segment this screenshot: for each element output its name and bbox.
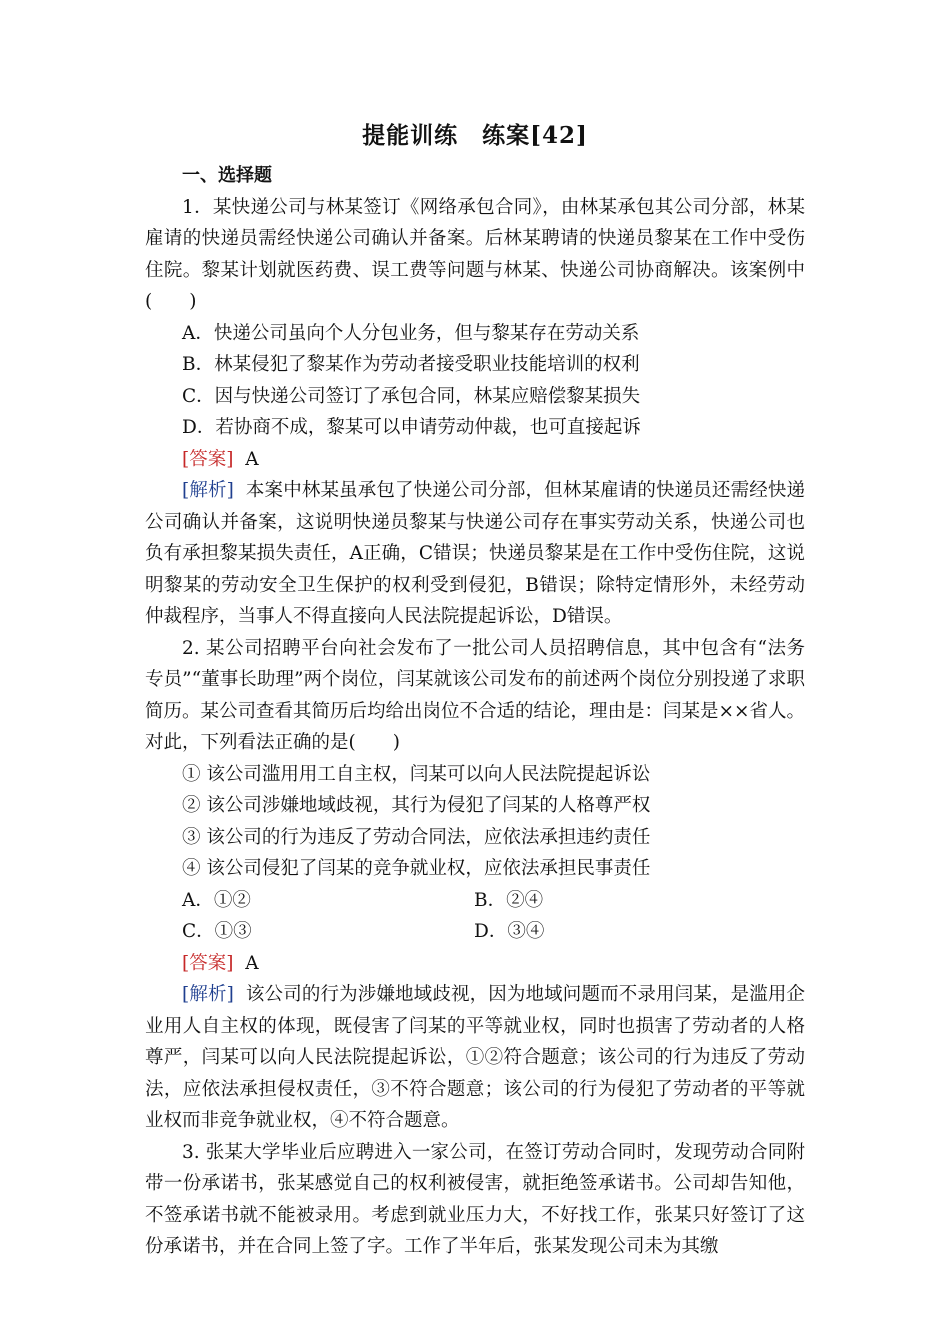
question-3-stem: 3. 张某大学毕业后应聘进入一家公司，在签订劳动合同时，发现劳动合同附带一份承诺书，张某感觉自己的权利被侵害，就拒绝签承诺书。公司却告知他，不签承诺书就不能被录用。考虑到就业压力大，不好找工作，张某只好签订了这份承诺书，并在合同上签了字。工作了半年后，张某发现公司未为其缴 (145, 1141, 805, 1257)
question-1-stem: 1．某快递公司与林某签订《网络承包合同》，由林某承包其公司分部，林某雇请的快递员需经快递公司确认并备案。后林某聘请的快递员黎某在工作中受伤住院。黎某计划就医药费、误工费等问题与林某、快递公司协商解决。该案例中( ) (145, 196, 805, 312)
analysis-tag: [解析] (182, 984, 234, 1005)
question-2-option-a: A．①② (182, 889, 251, 911)
question-2-options-row-1 (145, 885, 805, 917)
question-1-option-d: D．若协商不成，黎某可以申请劳动仲裁，也可直接起诉 (182, 417, 641, 438)
question-1-answer (145, 444, 805, 476)
section-heading: 一、选择题 (182, 165, 272, 186)
question-2-option-c: C．①③ (182, 921, 252, 942)
answer-tag: [答案] (182, 952, 234, 974)
analysis-tag: [解析] (182, 480, 234, 501)
answer-tag: [答案] (182, 448, 234, 470)
analysis-text: 该公司的行为涉嫌地域歧视，因为地域问题而不录用闫某，是滥用企业用人自主权的体现，既侵害了闫某的平等就业权，同时也损害了劳动者的人格尊严，闫某可以向人民法院提起诉讼，①②符合题意；该公司的行为违反了劳动法，应依法承担侵权责任，③不符合题意；该公司的行为侵犯了劳动者的平等就业权而非竞争就业权，④不符合题意。 (145, 984, 805, 1131)
document-page (145, 118, 805, 1263)
question-1-option-b: B．林某侵犯了黎某作为劳动者接受职业技能培训的权利 (182, 354, 640, 375)
question-1-option-a: A．快递公司虽向个人分包业务，但与黎某存在劳动关系 (182, 322, 640, 344)
page-title: 提能训练 练案[42] (362, 122, 588, 149)
question-2-statement-3: ③ 该公司的行为违反了劳动合同法，应依法承担违约责任 (182, 826, 651, 848)
question-1-analysis (145, 475, 805, 633)
question-2-answer (145, 948, 805, 980)
question-2-statement-2: ② 该公司涉嫌地域歧视，其行为侵犯了闫某的人格尊严权 (182, 795, 651, 816)
answer-value: A (245, 448, 259, 470)
question-2-analysis (145, 979, 805, 1137)
question-2-option-d: D．③④ (474, 921, 545, 942)
question-2-statement-4: ④ 该公司侵犯了闫某的竞争就业权，应依法承担民事责任 (182, 858, 651, 879)
answer-value: A (245, 952, 259, 974)
question-1-option-c: C．因与快递公司签订了承包合同，林某应赔偿黎某损失 (182, 385, 641, 407)
question-2-options-row-2 (145, 916, 805, 948)
question-2-statement-1: ① 该公司滥用用工自主权，闫某可以向人民法院提起诉讼 (182, 763, 651, 785)
analysis-text: 本案中林某虽承包了快递公司分部，但林某雇请的快递员还需经快递公司确认并备案，这说明快递员黎某与快递公司存在事实劳动关系，快递公司也负有承担黎某损失责任，A正确，C错误；快递员黎某是在工作中受伤住院，这说明黎某的劳动安全卫生保护的权利受到侵犯，B错误；除特定情形外，未经劳动仲裁程序，当事人不得直接向人民法院提起诉讼，D错误。 (145, 480, 805, 627)
question-2-stem: 2. 某公司招聘平台向社会发布了一批公司人员招聘信息，其中包含有“法务专员”“董事长助理”两个岗位，闫某就该公司发布的前述两个岗位分别投递了求职简历。某公司查看其简历后均给出岗位不合适的结论，理由是：闫某是××省人。对此，下列看法正确的是( ) (145, 637, 806, 753)
question-2-option-b: B．②④ (474, 889, 544, 911)
